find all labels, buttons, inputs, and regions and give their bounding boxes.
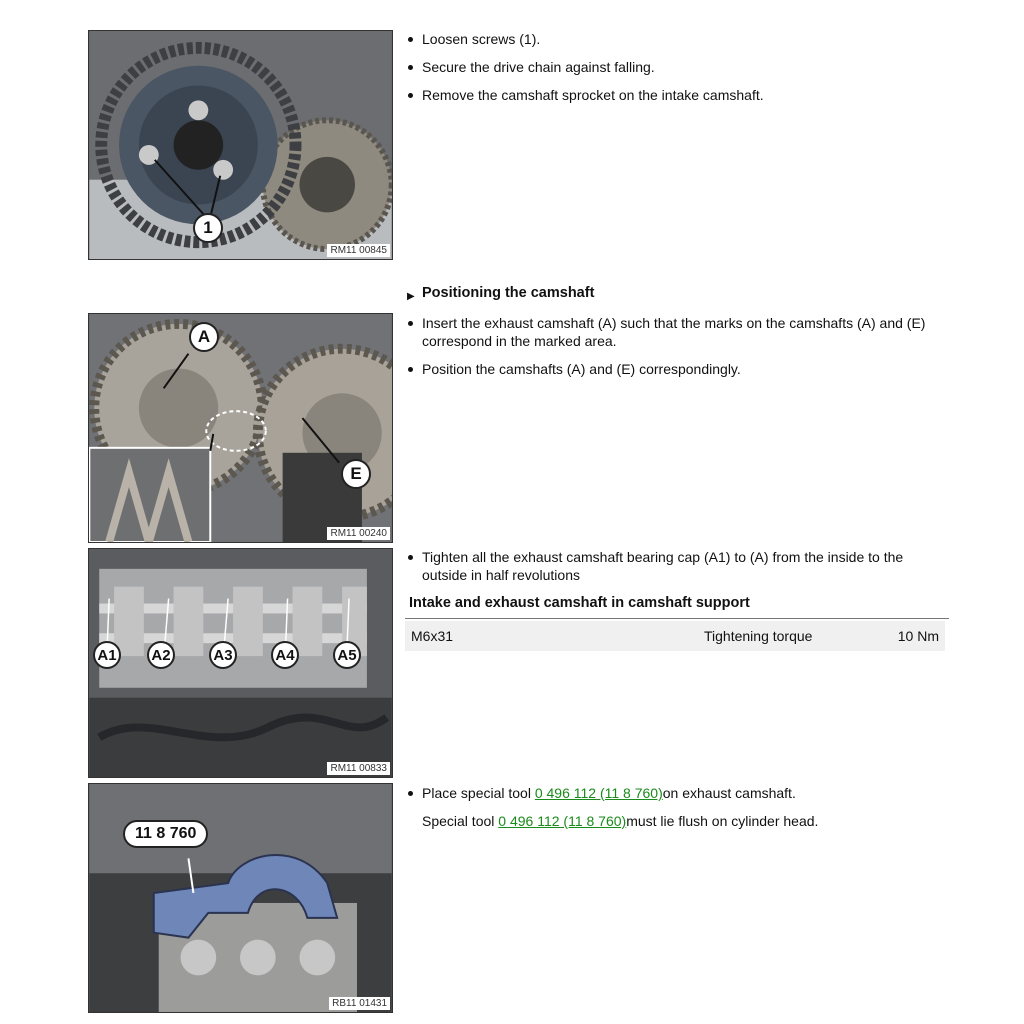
figure-camshaft-sprocket [88,30,393,260]
note-suffix: must lie flush on cylinder head. [626,813,819,829]
tool-note [405,812,950,830]
callout-1: 1 [193,213,223,243]
torque-table-row [405,621,945,651]
figure-code: RM11 00833 [327,762,390,775]
step-position-camshafts: Position the camshafts (A) and (E) correspondingly. [405,360,950,378]
torque-table-title: Intake and exhaust camshaft in camshaft support [405,594,949,619]
section4-steps [405,784,950,830]
section3-steps [405,548,950,651]
tool-link-note[interactable]: 0 496 112 (11 8 760) [498,813,627,829]
section2-heading-block [405,284,950,302]
section1-steps [405,30,950,114]
step-place-tool [405,784,950,802]
special-tool-photo [89,784,392,1012]
camshaft-marks-photo [89,314,392,542]
heading-text: Positioning the camshaft [422,285,595,301]
callout-a3: A3 [209,641,237,669]
step-prefix: Place special tool [422,785,535,801]
tool-link[interactable]: 0 496 112 (11 8 760) [534,785,663,801]
callout-a5: A5 [333,641,361,669]
callout-a4: A4 [271,641,299,669]
figure-special-tool [88,783,393,1013]
figure-code: RM11 00240 [327,527,390,540]
triangle-right-icon: ▶ [407,291,415,302]
step-remove-sprocket: Remove the camshaft sprocket on the intake camshaft. [405,86,950,104]
figure-bearing-caps [88,548,393,778]
step-insert-camshaft: Insert the exhaust camshaft (A) such that the marks on the camshafts (A) and (E) correspond in the marked area. [405,314,950,350]
step-loosen-screws: Loosen screws (1). [405,30,950,48]
callout-e: E [341,459,371,489]
figure-camshaft-marks [88,313,393,543]
tool-callout: 11 8 760 [123,820,208,848]
torque-item: M6x31 [411,628,454,644]
step-tighten-caps: Tighten all the exhaust camshaft bearing cap (A1) to (A) from the inside to the outside in half revolutions [405,548,950,584]
torque-value: 10 Nm [897,628,939,644]
callout-a: A [189,322,219,352]
callout-a2: A2 [147,641,175,669]
step-suffix: on exhaust camshaft. [662,785,796,801]
step-secure-chain: Secure the drive chain against falling. [405,58,950,76]
section2-steps [405,314,950,388]
sprocket-photo [89,31,392,259]
figure-code: RB11 01431 [329,997,390,1010]
note-prefix: Special tool [422,813,499,829]
callout-a1: A1 [93,641,121,669]
torque-label: Tightening torque [704,628,813,644]
section-heading [405,284,950,302]
figure-code: RM11 00845 [327,244,390,257]
